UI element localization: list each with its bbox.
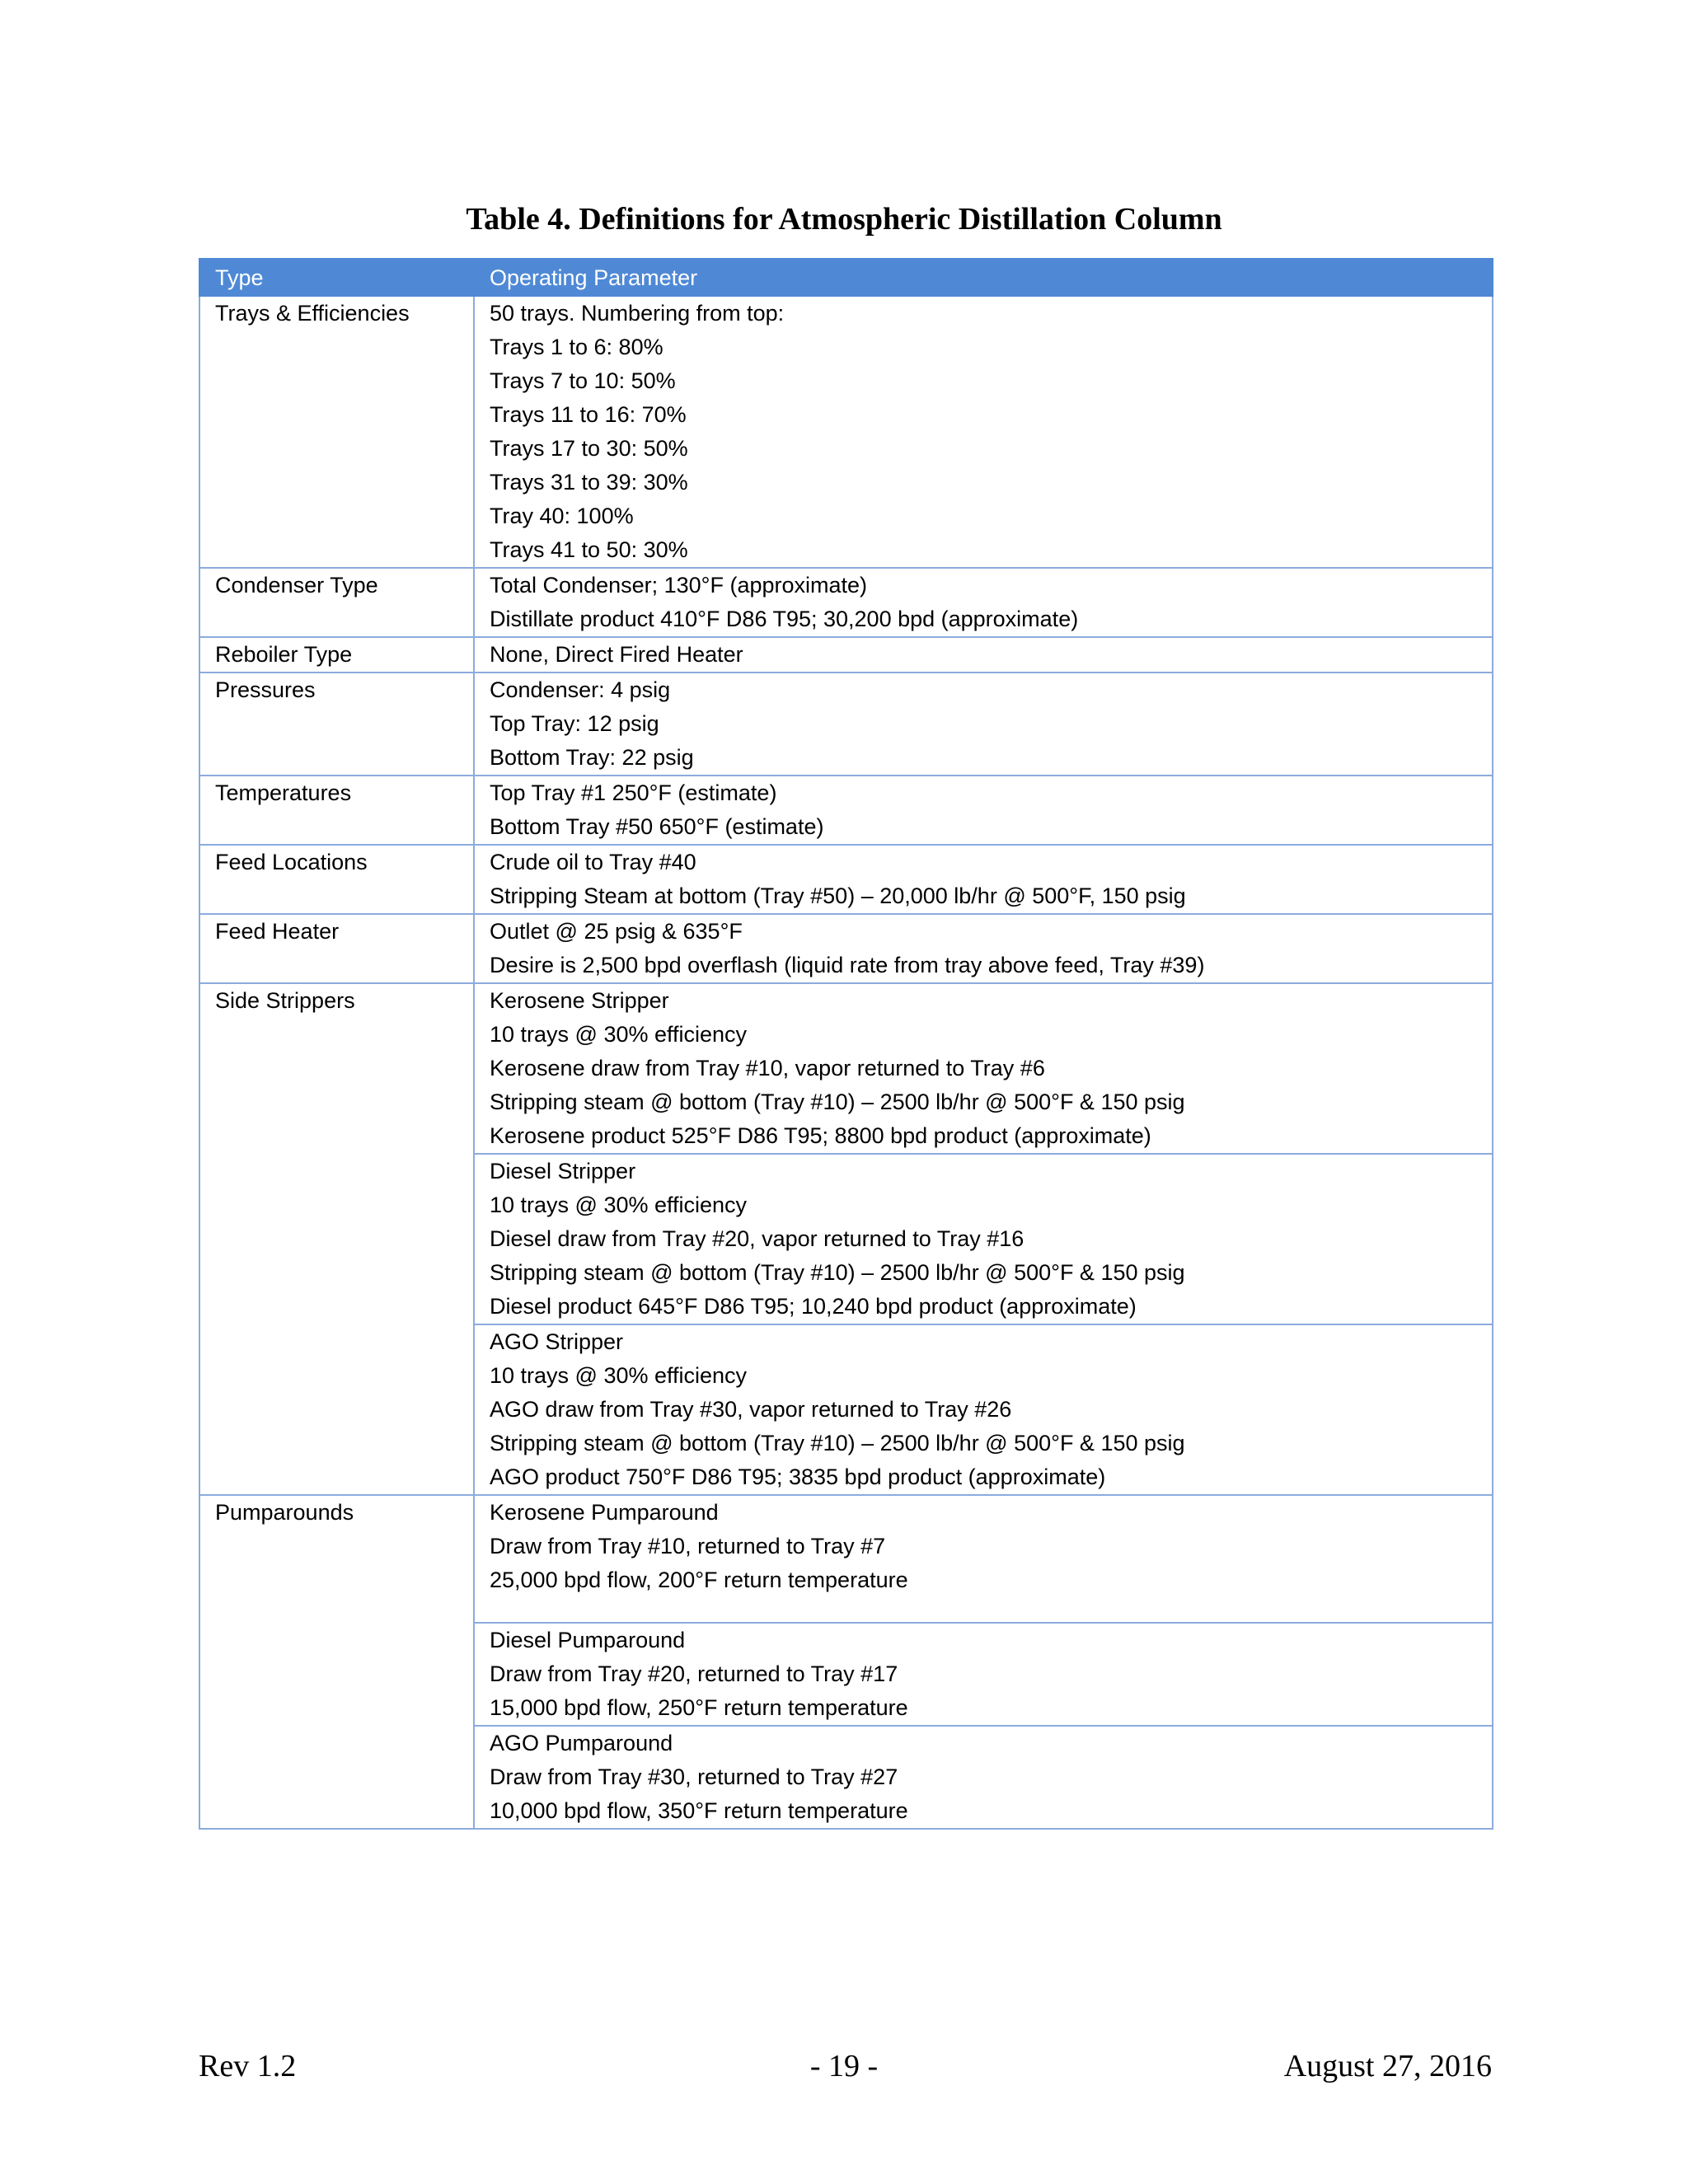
row-parameter-cell: Condenser: 4 psig Top Tray: 12 psig Bottom Tray: 22 psig [474, 673, 1493, 776]
row-type-cell: Pumparounds [199, 1495, 474, 1829]
row-parameter-cell: Kerosene Pumparound Draw from Tray #10, returned to Tray #7 25,000 bpd flow, 200°F return temperature [474, 1495, 1493, 1623]
row-parameter-cell: Crude oil to Tray #40 Stripping Steam at bottom (Tray #50) – 20,000 lb/hr @ 500°F, 150 psig [474, 845, 1493, 914]
row-type-cell: Pressures [199, 673, 474, 776]
footer-page-number: - 19 - [809, 2049, 879, 2083]
table-row [199, 776, 1493, 845]
table-row [199, 1495, 1493, 1623]
row-type-cell: Side Strippers [199, 983, 474, 1495]
table-row [199, 296, 1493, 568]
footer-date: August 27, 2016 [1283, 2049, 1492, 2083]
row-parameter-cell: Diesel Stripper 10 trays @ 30% efficiency Diesel draw from Tray #20, vapor returned to Tray #16 Stripping steam @ bottom (Tray #10) – 2500 lb/hr @ 500°F & 150 psig Diesel product 645°F D86 T95; 10,240 bpd product (approximate) [474, 1154, 1493, 1324]
row-type-cell: Trays & Efficiencies [199, 296, 474, 568]
row-parameter-cell: AGO Pumparound Draw from Tray #30, returned to Tray #27 10,000 bpd flow, 350°F return temperature [474, 1726, 1493, 1829]
table-row [199, 983, 1493, 1154]
row-parameter-cell: Total Condenser; 130°F (approximate) Distillate product 410°F D86 T95; 30,200 bpd (approximate) [474, 568, 1493, 637]
row-type-cell: Condenser Type [199, 568, 474, 637]
row-parameter-cell: Outlet @ 25 psig & 635°F Desire is 2,500 bpd overflash (liquid rate from tray above feed, Tray #39) [474, 914, 1493, 983]
footer-revision: Rev 1.2 [199, 2049, 297, 2083]
row-type-cell: Reboiler Type [199, 637, 474, 673]
table-row [199, 637, 1493, 673]
row-parameter-cell: 50 trays. Numbering from top: Trays 1 to 6: 80% Trays 7 to 10: 50% Trays 11 to 16: 70% Trays 17 to 30: 50% Trays 31 to 39: 30% Tray 40: 100% Trays 41 to 50: 30% [474, 296, 1493, 568]
header-type: Type [199, 259, 474, 296]
table-header-row [199, 259, 1493, 296]
definitions-table [199, 258, 1493, 1830]
document-title: Table 4. Definitions for Atmospheric Distillation Column [466, 202, 1222, 237]
row-parameter-cell: Kerosene Stripper 10 trays @ 30% efficiency Kerosene draw from Tray #10, vapor returned to Tray #6 Stripping steam @ bottom (Tray #10) – 2500 lb/hr @ 500°F & 150 psig Kerosene product 525°F D86 T95; 8800 bpd product (approximate) [474, 983, 1493, 1154]
row-type-cell: Feed Locations [199, 845, 474, 914]
row-type-cell: Feed Heater [199, 914, 474, 983]
table-row [199, 845, 1493, 914]
table-row [199, 673, 1493, 776]
table-row [199, 914, 1493, 983]
row-parameter-cell: None, Direct Fired Heater [474, 637, 1493, 673]
row-parameter-cell: Diesel Pumparound Draw from Tray #20, returned to Tray #17 15,000 bpd flow, 250°F return temperature [474, 1623, 1493, 1726]
row-parameter-cell: AGO Stripper 10 trays @ 30% efficiency AGO draw from Tray #30, vapor returned to Tray #26 Stripping steam @ bottom (Tray #10) – 2500 lb/hr @ 500°F & 150 psig AGO product 750°F D86 T95; 3835 bpd product (approximate) [474, 1324, 1493, 1495]
row-parameter-cell: Top Tray #1 250°F (estimate) Bottom Tray #50 650°F (estimate) [474, 776, 1493, 845]
table-row [199, 568, 1493, 637]
row-type-cell: Temperatures [199, 776, 474, 845]
header-operating-parameter: Operating Parameter [474, 259, 1493, 296]
